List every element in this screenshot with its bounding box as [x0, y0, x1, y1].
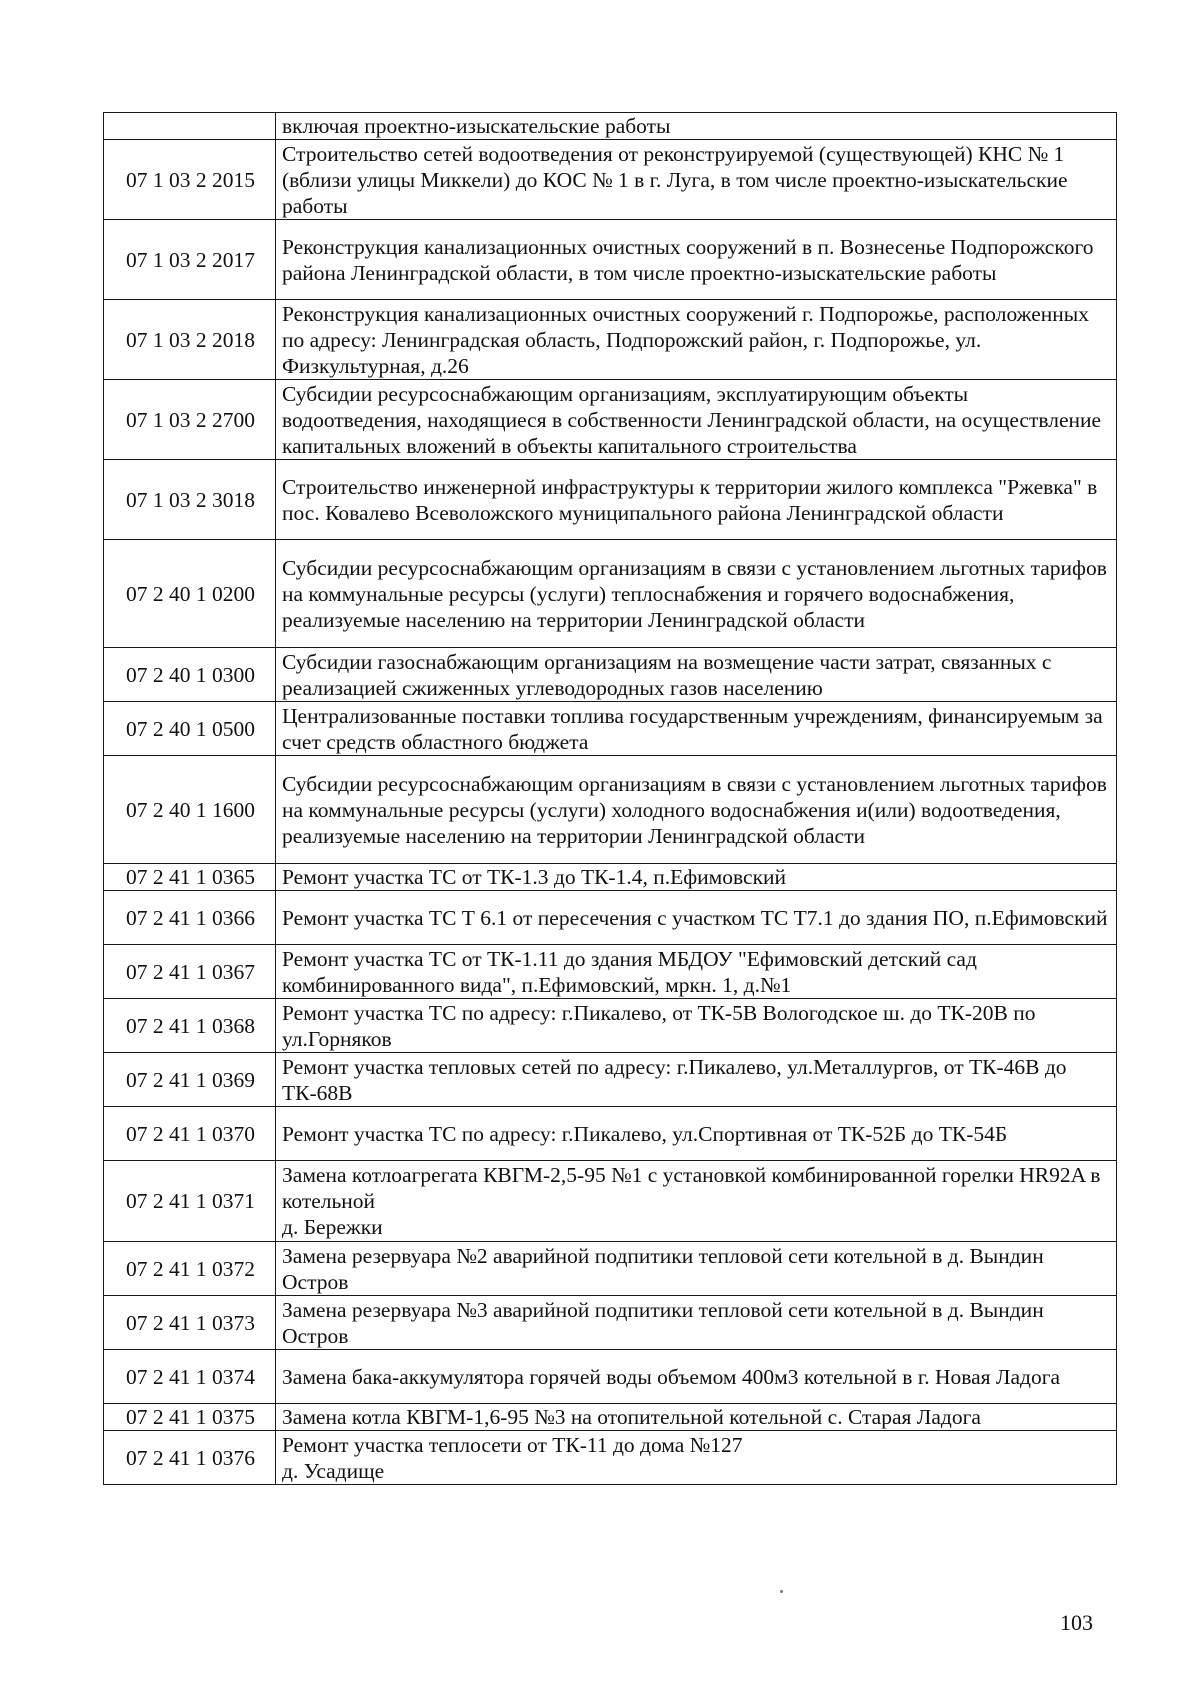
row-description: Строительство инженерной инфраструктуры к территории жилого комплекса "Ржевка" в пос. Ковалево Всеволожского муниципального района Ленинградской области [276, 460, 1117, 540]
row-code: 07 2 41 1 0368 [104, 999, 276, 1053]
row-description: Ремонт участка ТС по адресу: г.Пикалево, ул.Спортивная от ТК-52Б до ТК-54Б [276, 1107, 1117, 1161]
row-code: 07 2 41 1 0376 [104, 1431, 276, 1485]
table-row [104, 1350, 1117, 1404]
row-description: Ремонт участка теплосети от ТК-11 до дома №127 д. Усадище [276, 1431, 1117, 1485]
row-code: 07 2 41 1 0365 [104, 864, 276, 891]
row-code: 07 2 40 1 0500 [104, 702, 276, 756]
row-description: Ремонт участка ТС по адресу: г.Пикалево, от ТК-5В Вологодское ш. до ТК-20В по ул.Горняков [276, 999, 1117, 1053]
row-code: 07 2 41 1 0370 [104, 1107, 276, 1161]
row-code: 07 2 40 1 0200 [104, 540, 276, 648]
table-row [104, 1242, 1117, 1296]
row-description: Замена котлоагрегата КВГМ-2,5-95 №1 с установкой комбинированной горелки HR92A в котельной д. Бережки [276, 1161, 1117, 1242]
row-description: Замена бака-аккумулятора горячей воды объемом 400м3 котельной в г. Новая Ладога [276, 1350, 1117, 1404]
row-description: Субсидии ресурсоснабжающим организациям, эксплуатирующим объекты водоотведения, находящиеся в собственности Ленинградской области, на осуществление капитальных вложений в объекты капитального строительства [276, 380, 1117, 460]
table-row [104, 220, 1117, 300]
row-code: 07 2 41 1 0366 [104, 891, 276, 945]
row-code: 07 1 03 2 2017 [104, 220, 276, 300]
row-description: Субсидии ресурсоснабжающим организациям в связи с установлением льготных тарифов на коммунальные ресурсы (услуги) холодного водоснабжения и(или) водоотведения, реализуемые населению на территории Ленинградской области [276, 756, 1117, 864]
table-row [104, 1404, 1117, 1431]
row-code: 07 1 03 2 2018 [104, 300, 276, 380]
row-code: 07 2 41 1 0371 [104, 1161, 276, 1242]
table-row [104, 113, 1117, 140]
row-code: 07 2 41 1 0372 [104, 1242, 276, 1296]
table-row [104, 1053, 1117, 1107]
row-description: Ремонт участка ТС от ТК-1.3 до ТК-1.4, п.Ефимовский [276, 864, 1117, 891]
row-description: Замена резервуара №2 аварийной подпитики тепловой сети котельной в д. Вындин Остров [276, 1242, 1117, 1296]
row-code: 07 2 41 1 0373 [104, 1296, 276, 1350]
row-code: 07 1 03 2 2700 [104, 380, 276, 460]
table-row [104, 1296, 1117, 1350]
table-row [104, 1431, 1117, 1485]
row-description: включая проектно-изыскательские работы [276, 113, 1117, 140]
row-description: Строительство сетей водоотведения от реконструируемой (существующей) КНС № 1 (вблизи улицы Миккели) до КОС № 1 в г. Луга, в том числе проектно-изыскательские работы [276, 140, 1117, 220]
table-row [104, 756, 1117, 864]
scan-speck [780, 1590, 783, 1593]
table-row [104, 460, 1117, 540]
row-description: Ремонт участка ТС Т 6.1 от пересечения с участком ТС Т7.1 до здания ПО, п.Ефимовский [276, 891, 1117, 945]
table-row [104, 1161, 1117, 1242]
row-description: Реконструкция канализационных очистных сооружений в п. Вознесенье Подпорожского района Ленинградской области, в том числе проектно-изыскательские работы [276, 220, 1117, 300]
page-number: 103 [1060, 1610, 1093, 1635]
row-code: 07 2 41 1 0374 [104, 1350, 276, 1404]
table-row [104, 864, 1117, 891]
table-row [104, 140, 1117, 220]
table-row [104, 891, 1117, 945]
row-description: Централизованные поставки топлива государственным учреждениям, финансируемым за счет средств областного бюджета [276, 702, 1117, 756]
row-code [104, 113, 276, 140]
budget-classification-table [103, 112, 1117, 1485]
row-description: Ремонт участка тепловых сетей по адресу: г.Пикалево, ул.Металлургов, от ТК-46В до ТК-68В [276, 1053, 1117, 1107]
table-row [104, 945, 1117, 999]
row-description: Реконструкция канализационных очистных сооружений г. Подпорожье, расположенных по адресу: Ленинградская область, Подпорожский район, г. Подпорожье, ул. Физкультурная, д.26 [276, 300, 1117, 380]
row-code: 07 2 41 1 0367 [104, 945, 276, 999]
table-row [104, 300, 1117, 380]
row-code: 07 2 40 1 1600 [104, 756, 276, 864]
row-description: Субсидии ресурсоснабжающим организациям в связи с установлением льготных тарифов на коммунальные ресурсы (услуги) теплоснабжения и горячего водоснабжения, реализуемые населению на территории Ленинградской области [276, 540, 1117, 648]
table-row [104, 540, 1117, 648]
row-code: 07 2 41 1 0369 [104, 1053, 276, 1107]
row-code: 07 1 03 2 2015 [104, 140, 276, 220]
row-code: 07 2 40 1 0300 [104, 648, 276, 702]
row-description: Замена резервуара №3 аварийной подпитики тепловой сети котельной в д. Вындин Остров [276, 1296, 1117, 1350]
row-code: 07 1 03 2 3018 [104, 460, 276, 540]
table-row [104, 999, 1117, 1053]
row-description: Субсидии газоснабжающим организациям на возмещение части затрат, связанных с реализацией сжиженных углеводородных газов населению [276, 648, 1117, 702]
row-description: Ремонт участка ТС от ТК-1.11 до здания МБДОУ "Ефимовский детский сад комбинированного вида", п.Ефимовский, мркн. 1, д.№1 [276, 945, 1117, 999]
table-row [104, 1107, 1117, 1161]
table-row [104, 648, 1117, 702]
row-code: 07 2 41 1 0375 [104, 1404, 276, 1431]
table-row [104, 380, 1117, 460]
table-row [104, 702, 1117, 756]
row-description: Замена котла КВГМ-1,6-95 №3 на отопительной котельной с. Старая Ладога [276, 1404, 1117, 1431]
